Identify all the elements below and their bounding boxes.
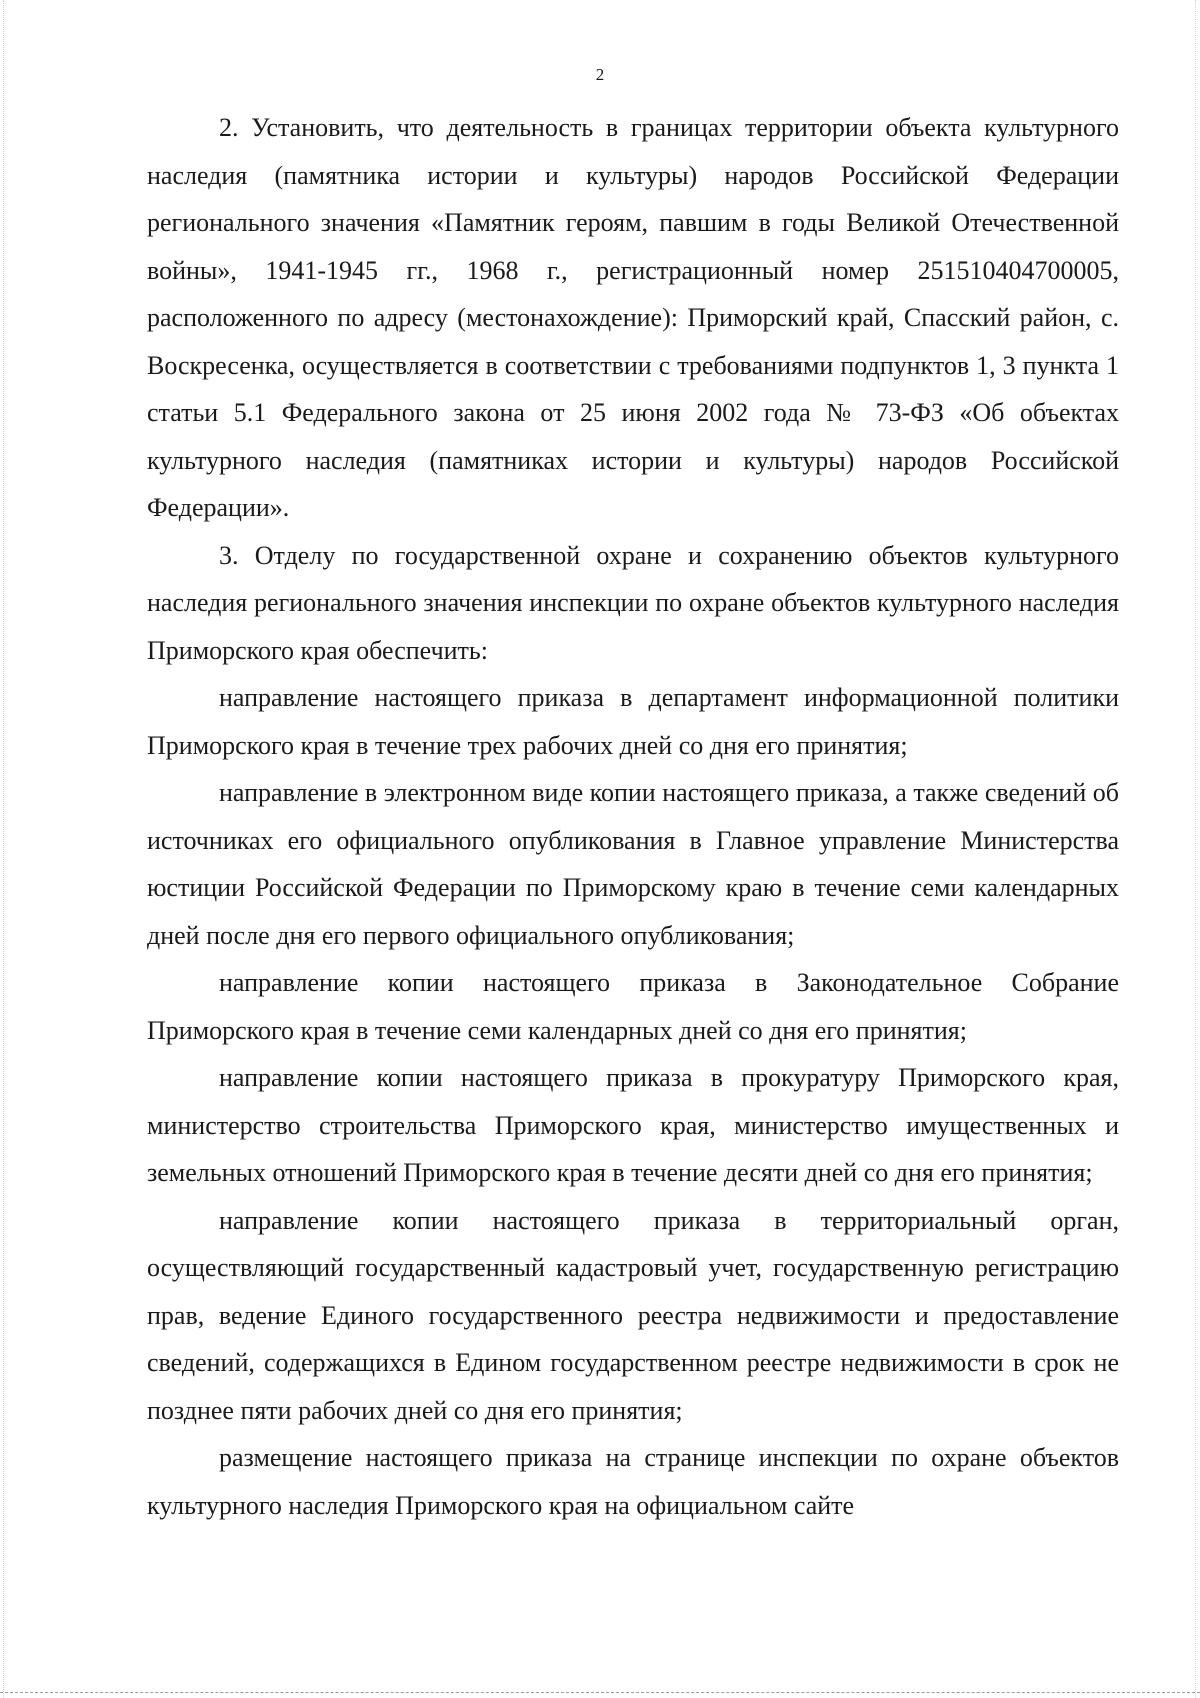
- paragraph-item-2: 2. Установить, что деятельность в границах территории объекта культурного наследия (памятника истории и культуры) народов Российской Федерации регионального значения «Памятник героям, павшим в годы Великой Отечественной войны», 1941-1945 гг., 1968 г., регистрационный номер 251510404700005, расположенного по адресу (местонахождение): Приморский край, Спасский район, с. Воскресенка, осуществляется в соответствии с требованиями подпунктов 1, 3 пункта 1 статьи 5.1 Федерального закона от 25 июня 2002 года № 73-ФЗ «Об объектах культурного наследия (памятниках истории и культуры) народов Российской Федерации».: [147, 113, 1119, 522]
- scan-edge-left: [3, 0, 4, 1698]
- paragraph-item-3-c: направление копии настоящего приказа в Законодательное Собрание Приморского края в течение семи календарных дней со дня его принятия;: [147, 968, 1119, 1045]
- paragraph-item-3-d: направление копии настоящего приказа в прокуратуру Приморского края, министерство строительства Приморского края, министерство имущественных и земельных отношений Приморского края в течение десяти дней со дня его принятия;: [147, 1063, 1119, 1187]
- scan-edge-right: [1195, 0, 1196, 1698]
- paragraph-item-3: 3. Отделу по государственной охране и сохранению объектов культурного наследия регионального значения инспекции по охране объектов культурного наследия Приморского края обеспечить:: [147, 540, 1119, 665]
- paragraph-item-3-a: направление настоящего приказа в департамент информационной политики Приморского края в течение трех рабочих дней со дня его принятия;: [147, 683, 1119, 760]
- document-body: [147, 104, 1119, 1529]
- page-number: 2: [595, 65, 605, 84]
- paragraph-item-3-f: размещение настоящего приказа на странице инспекции по охране объектов культурного наследия Приморского края на официальном сайте: [147, 1443, 1119, 1520]
- paragraph-item-3-e: направление копии настоящего приказа в территориальный орган, осуществляющий государственный кадастровый учет, государственную регистрацию прав, ведение Единого государственного реестра недвижимости и предоставление сведений, содержащихся в Едином государственном реестре недвижимости в срок не позднее пяти рабочих дней со дня его принятия;: [147, 1205, 1119, 1425]
- scan-bottom-edge: [0, 1692, 1200, 1693]
- paragraph-item-3-b: направление в электронном виде копии настоящего приказа, а также сведений об источниках его официального опубликования в Главное управление Министерства юстиции Российской Федерации по Приморскому краю в течение семи календарных дней после дня его первого официального опубликования;: [147, 778, 1119, 950]
